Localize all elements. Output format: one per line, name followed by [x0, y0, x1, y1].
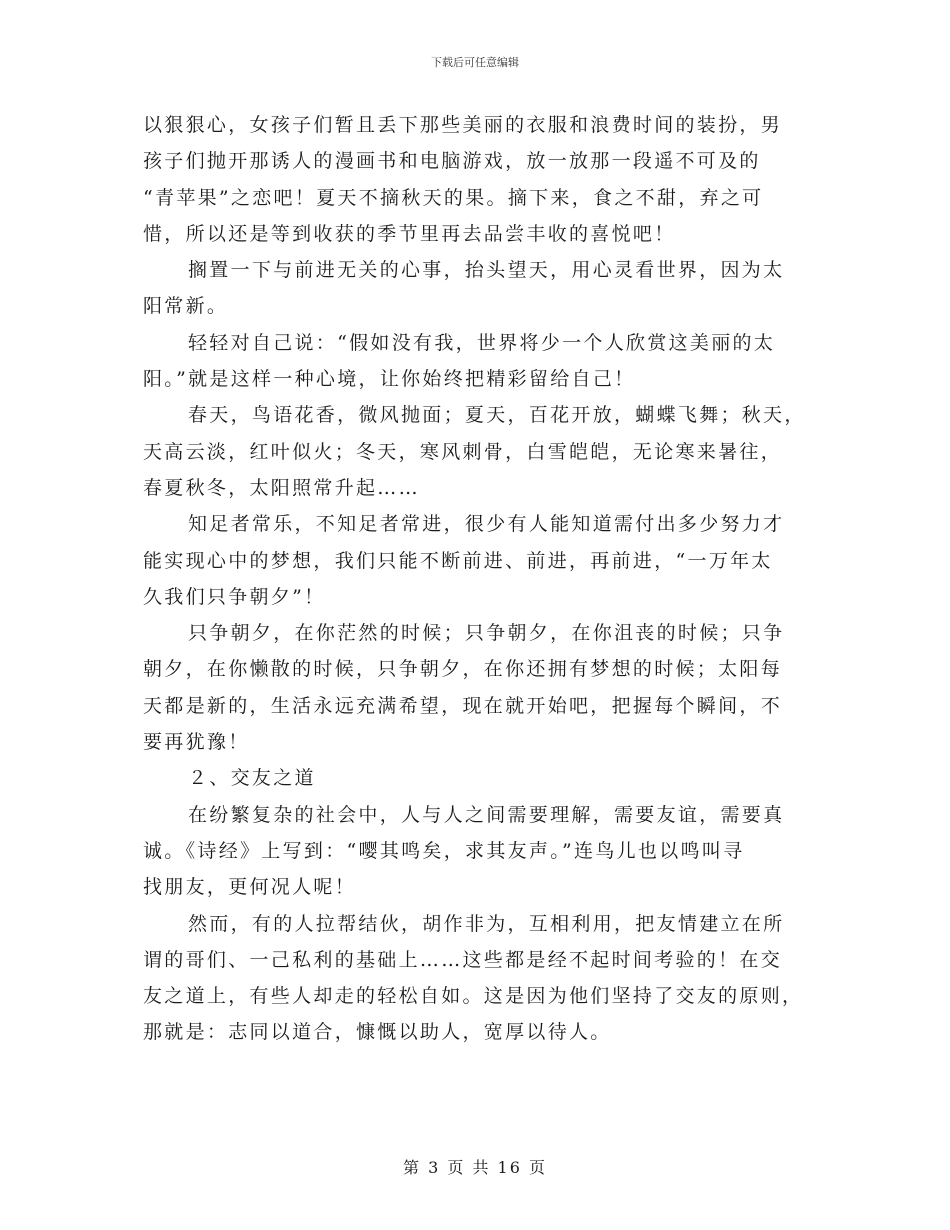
page-number-footer: 第 3 页 共 16 页 [403, 1158, 547, 1177]
page-header-note: 下载后可任意编辑 [431, 56, 519, 69]
text-line: “青苹果”之恋吧！夏天不摘秋天的果。摘下来，食之不甜，弃之可 [143, 186, 764, 209]
document-body [143, 107, 809, 1051]
paragraph [143, 906, 809, 1051]
text-line: 友之道上，有些人却走的轻松自如。这是因为他们坚持了交友的原则， [143, 985, 804, 1008]
text-line: 能实现心中的梦想，我们只能不断前进、前进，再前进，“一万年太 [143, 549, 773, 572]
text-line: 天高云淡，红叶似火；冬天，寒风刺骨，白雪皑皑，无论寒来暑往， [143, 440, 783, 463]
text-line: 要再犹豫！ [143, 731, 250, 754]
paragraph [143, 797, 809, 906]
text-line: 孩子们抛开那诱人的漫画书和电脑游戏，放一放那一段遥不可及的 [143, 150, 761, 173]
text-line: 在纷繁复杂的社会中，人与人之间需要理解，需要友谊，需要真 [188, 803, 785, 826]
paragraph [143, 107, 809, 252]
paragraph [143, 615, 809, 760]
paragraph [143, 252, 809, 325]
text-line: 阳。”就是这样一种心境，让你始终把精彩留给自己！ [143, 368, 636, 391]
text-line: 春天，鸟语花香，微风抛面；夏天，百花开放，蝴蝶飞舞；秋天， [188, 404, 806, 427]
text-line: 诚。《诗经》上写到：“嘤其鸣矣，求其友声。”连鸟儿也以鸣叫寻 [143, 839, 745, 862]
text-line: 谓的哥们、一己私利的基础上……这些都是经不起时间考验的！在交 [143, 948, 783, 971]
heading-text: ２、交友之道 [188, 767, 316, 790]
text-line: 天都是新的，生活永远充满希望，现在就开始吧，把握每个瞬间，不 [143, 694, 783, 717]
paragraph [143, 506, 809, 615]
text-line: 春夏秋冬，太阳照常升起…… [143, 476, 420, 499]
paragraph [143, 325, 809, 398]
text-line: 朝夕，在你懒散的时候，只争朝夕，在你还拥有梦想的时候；太阳每 [143, 658, 783, 681]
text-line: 惜，所以还是等到收获的季节里再去品尝丰收的喜悦吧！ [143, 222, 676, 245]
text-line: 轻轻对自己说：“假如没有我，世界将少一个人欣赏这美丽的太 [188, 331, 776, 354]
text-line: 以狠狠心，女孩子们暂且丢下那些美丽的衣服和浪费时间的装扮，男 [143, 114, 783, 136]
text-line: 搁置一下与前进无关的心事，抬头望天，用心灵看世界，因为太 [188, 259, 785, 282]
text-line: 只争朝夕，在你茫然的时候；只争朝夕，在你沮丧的时候；只争 [188, 622, 785, 645]
text-line: 知足者常乐，不知足者常进，很少有人能知道需付出多少努力才 [188, 513, 785, 536]
paragraph [143, 397, 809, 506]
text-line: 阳常新。 [143, 295, 229, 318]
section-heading [143, 760, 809, 796]
text-line: 找朋友，更何况人呢！ [143, 876, 357, 899]
text-line: 久我们只争朝夕”！ [143, 585, 326, 608]
text-line: 那就是：志同以道合，慷慨以助人，宽厚以待人。 [143, 1021, 612, 1044]
text-line: 然而，有的人拉帮结伙，胡作非为，互相利用，把友情建立在所 [188, 912, 785, 935]
